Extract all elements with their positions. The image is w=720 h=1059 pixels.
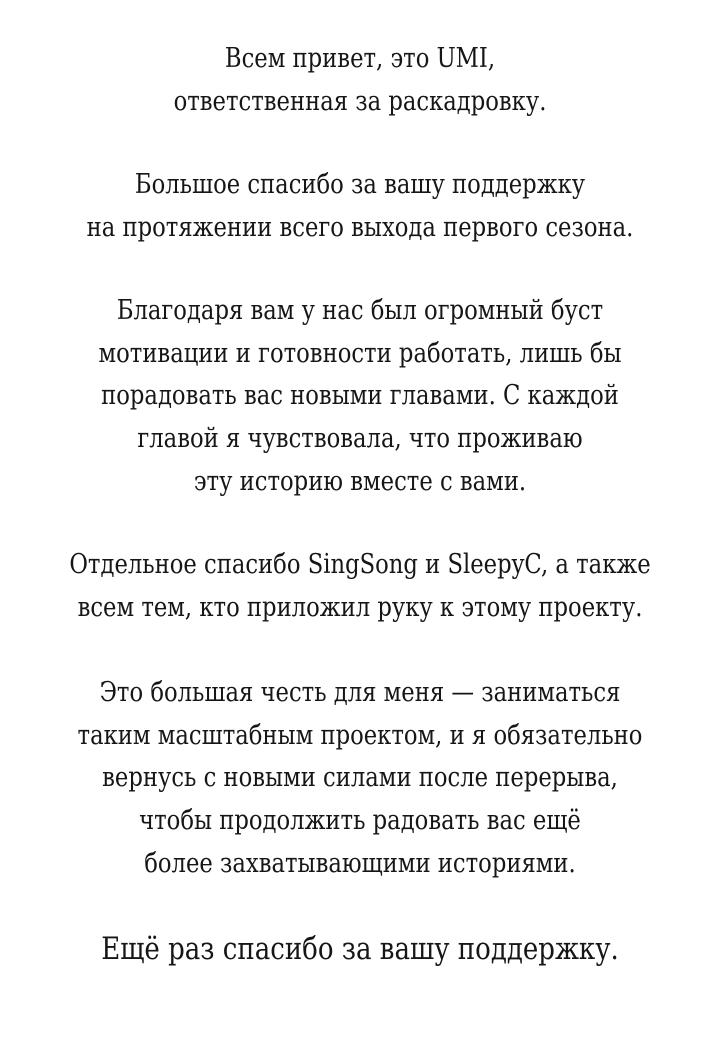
text-line: главой я чувствовала, что проживаю — [137, 423, 583, 455]
text-line: Отдельное спасибо SingSong и SleepyC, а также — [69, 549, 651, 580]
text-line: вернусь с новыми силами после перерыва, — [102, 762, 618, 794]
honor-paragraph — [0, 672, 720, 885]
text-line: чтобы продолжить радовать вас ещё — [139, 805, 581, 837]
text-line: таким масштабным проектом, и я обязательно — [77, 719, 643, 751]
text-line: мотивации и готовности работать, лишь бы — [98, 337, 622, 369]
text-line: эту историю вместе с вами. — [193, 465, 527, 497]
text-line: более захватывающими историями. — [144, 847, 576, 879]
text-line: Ещё раз спасибо за вашу поддержку. — [101, 931, 619, 967]
greeting-paragraph — [0, 38, 720, 123]
text-line: всем тем, кто приложил руку к этому проекту. — [77, 591, 643, 623]
text-line: Благодаря вам у нас был огромный буст — [116, 295, 604, 326]
text-line: Большое спасибо за вашу поддержку — [134, 169, 586, 200]
thanks-paragraph — [0, 164, 720, 249]
closing-line — [0, 926, 720, 972]
credits-paragraph — [0, 544, 720, 629]
motivation-paragraph — [0, 290, 720, 503]
text-line: порадовать вас новыми главами. С каждой — [101, 380, 619, 412]
text-line: Это большая честь для меня — заниматься — [99, 677, 621, 708]
text-line: на протяжении всего выхода первого сезона. — [86, 211, 634, 243]
text-line: Всем привет, это UMI, — [224, 43, 496, 74]
text-line: ответственная за раскадровку. — [173, 85, 547, 117]
